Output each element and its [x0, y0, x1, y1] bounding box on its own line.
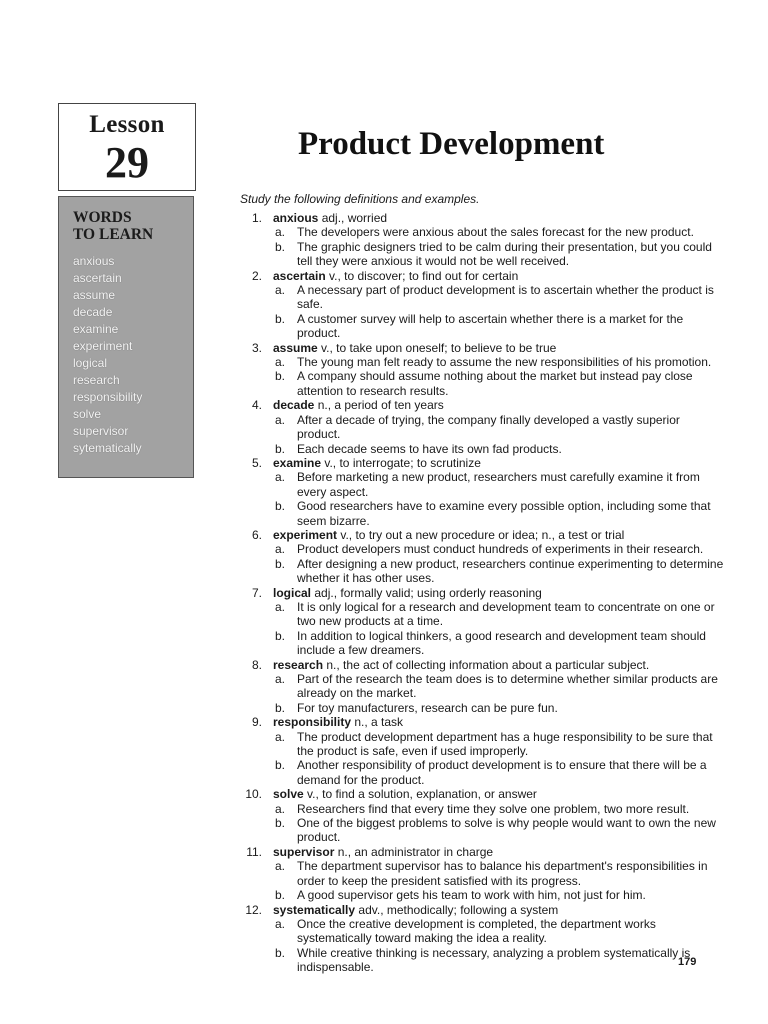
example-item [273, 672, 724, 701]
example-text: A customer survey will help to ascertain whether there is a market for the product. [297, 311, 684, 341]
example-text: The product development department has a huge responsibility to be sure that the product is safe, even if used improperly. [297, 729, 713, 759]
example-label: a. [275, 470, 286, 485]
example-label: b. [275, 700, 286, 715]
example-item [273, 802, 724, 816]
vocab-word: assume [73, 288, 116, 302]
vocab-word: anxious [73, 254, 115, 268]
example-label: b. [275, 441, 286, 456]
example-item [273, 917, 724, 946]
instructions: Study the following definitions and examples. [240, 192, 480, 206]
vocab-word: research [73, 373, 120, 387]
definition-text: v., to try out a new procedure or idea; n., a test or trial [337, 527, 625, 542]
definition-text: adv., methodically; following a system [355, 902, 559, 917]
word-list [73, 253, 193, 457]
definition-line [273, 398, 724, 412]
example-text: The developers were anxious about the sales forecast for the new product. [297, 225, 694, 240]
definition-text: v., to take upon oneself; to believe to be true [317, 340, 557, 355]
example-list [273, 413, 724, 456]
definition-term: solve [273, 787, 304, 802]
definition-line [273, 586, 724, 600]
lesson-box [58, 103, 196, 191]
example-text: While creative thinking is necessary, analyzing a problem systematically is indispensable. [297, 945, 691, 975]
definition-text: v., to find a solution, explanation, or answer [303, 787, 537, 802]
example-list [273, 917, 724, 975]
example-text: Each decade seems to have its own fad products. [297, 441, 562, 456]
example-label: b. [275, 888, 286, 903]
example-label: b. [275, 816, 286, 831]
example-text: Part of the research the team does is to determine whether similar products are already on the market. [297, 672, 718, 701]
example-label: a. [275, 801, 286, 816]
definition-item [240, 528, 724, 586]
definition-text: adj., formally valid; using orderly reasoning [311, 585, 542, 600]
example-item [273, 369, 724, 398]
definition-item [240, 845, 724, 903]
example-item [273, 542, 724, 556]
example-item [273, 470, 724, 499]
example-label: a. [275, 412, 286, 427]
definition-term: anxious [273, 211, 319, 225]
vocab-word: sytematically [73, 441, 142, 455]
example-list [273, 600, 724, 658]
example-text: Researchers find that every time they solve one problem, two more result. [297, 801, 690, 816]
example-list [273, 355, 724, 398]
page-title: Product Development [298, 126, 605, 162]
example-list [273, 470, 724, 528]
definition-number: 11. [246, 844, 262, 859]
definition-number: 2. [251, 268, 262, 283]
example-label: b. [275, 369, 286, 384]
example-label: a. [275, 599, 286, 614]
example-text: Another responsibility of product development is to ensure that there will be a demand for the product. [297, 758, 707, 787]
words-to-learn-panel [58, 196, 194, 478]
example-item [273, 888, 724, 902]
example-label: a. [275, 283, 286, 298]
example-item [273, 499, 724, 528]
definition-item [240, 211, 724, 269]
example-item [273, 816, 724, 845]
example-item [273, 758, 724, 787]
definition-term: systematically [273, 902, 356, 917]
example-text: A good supervisor gets his team to work with him, not just for him. [297, 888, 646, 903]
example-item [273, 225, 724, 239]
definition-line [273, 903, 724, 917]
example-label: b. [275, 758, 286, 773]
definition-text: adj., worried [318, 211, 388, 225]
definition-term: supervisor [273, 844, 335, 859]
example-text: The department supervisor has to balance his department's responsibilities in order to keep the president satisfied with its progress. [297, 859, 708, 888]
definition-term: assume [273, 340, 318, 355]
vocab-word: supervisor [73, 424, 129, 438]
lesson-number: 29 [105, 138, 149, 187]
example-label: a. [275, 225, 286, 240]
definition-number: 1. [251, 211, 262, 225]
definition-text: v., to interrogate; to scrutinize [321, 455, 481, 470]
definition-line [273, 787, 724, 801]
example-item [273, 355, 724, 369]
example-text: It is only logical for a research and development team to concentrate on one or two new products at a time. [297, 599, 715, 629]
definition-term: logical [273, 585, 312, 600]
example-list [273, 802, 724, 845]
example-list [273, 859, 724, 902]
example-label: a. [275, 355, 286, 370]
example-item [273, 600, 724, 629]
vocab-word: decade [73, 305, 113, 319]
example-text: Product developers must conduct hundreds of experiments in their research. [297, 542, 704, 557]
example-list [273, 542, 724, 585]
example-label: b. [275, 239, 286, 254]
example-text: For toy manufacturers, research can be pure fun. [297, 700, 558, 715]
example-list [273, 730, 724, 788]
example-item [273, 283, 724, 312]
example-item [273, 312, 724, 341]
example-item [273, 629, 724, 658]
example-text: A necessary part of product development is to ascertain whether the product is safe. [297, 283, 714, 312]
example-text: One of the biggest problems to solve is why people would want to own the new product. [297, 816, 716, 845]
definition-number: 12. [245, 902, 262, 917]
vocab-word: experiment [73, 339, 133, 353]
example-text: Good researchers have to examine every possible option, including some that seem bizarre. [297, 499, 711, 528]
definition-item [240, 787, 724, 845]
lesson-label: Lesson [89, 111, 165, 138]
example-item [273, 557, 724, 586]
definition-item [240, 341, 724, 399]
vocab-word: solve [73, 407, 102, 421]
definition-item [240, 586, 724, 658]
example-label: b. [275, 556, 286, 571]
definition-line [273, 341, 724, 355]
definitions-list [240, 211, 724, 975]
definition-number: 3. [251, 340, 262, 355]
example-text: Once the creative development is completed, the department works systematically toward making the idea a reality. [297, 916, 656, 946]
definition-term: experiment [273, 527, 338, 542]
definition-line [273, 269, 724, 283]
definition-line [273, 715, 724, 729]
definition-line [273, 845, 724, 859]
example-text: Before marketing a new product, researchers must carefully examine it from every aspect. [297, 470, 700, 499]
example-item [273, 442, 724, 456]
definition-term: responsibility [273, 715, 352, 730]
example-label: b. [275, 945, 286, 960]
example-text: A company should assume nothing about the market but instead pay close attention to research results. [297, 369, 693, 398]
vocab-word: ascertain [73, 271, 122, 285]
definition-number: 6. [251, 527, 262, 542]
words-to-learn-heading: WORDS TO LEARN [73, 209, 154, 243]
definition-text: v., to discover; to find out for certain [325, 268, 519, 283]
definition-line [273, 658, 724, 672]
definition-item [240, 903, 724, 975]
definition-number: 4. [251, 398, 262, 413]
definition-term: research [273, 657, 324, 672]
vocab-word: logical [73, 356, 108, 370]
vocab-word: responsibility [73, 390, 143, 404]
definition-text: n., a task [351, 715, 404, 730]
example-text: After a decade of trying, the company finally developed a vastly superior product. [297, 412, 680, 442]
definition-item [240, 269, 724, 341]
definition-number: 7. [251, 585, 262, 600]
definition-term: decade [273, 398, 315, 413]
example-text: The young man felt ready to assume the new responsibilities of his promotion. [297, 355, 712, 370]
definition-number: 5. [251, 455, 262, 470]
example-text: In addition to logical thinkers, a good research and development team should include a few dreamers. [297, 628, 706, 658]
definition-item [240, 456, 724, 528]
example-label: a. [275, 672, 286, 686]
example-label: a. [275, 542, 286, 557]
example-label: b. [275, 311, 286, 326]
definition-number: 10. [245, 787, 262, 802]
definition-item [240, 658, 724, 716]
example-list [273, 672, 724, 715]
example-item [273, 240, 724, 269]
definition-text: n., an administrator in charge [334, 844, 494, 859]
definition-line [273, 211, 724, 225]
example-label: b. [275, 499, 286, 514]
example-label: a. [275, 916, 286, 931]
definition-text: n., a period of ten years [314, 398, 444, 413]
example-list [273, 225, 724, 268]
example-label: a. [275, 859, 286, 874]
example-item [273, 859, 724, 888]
example-text: After designing a new product, researchers continue experimenting to determine whether it has other uses. [297, 556, 724, 586]
page-number: 179 [678, 956, 697, 968]
example-label: a. [275, 729, 286, 744]
definition-number: 9. [251, 715, 262, 730]
definition-line [273, 528, 724, 542]
vocab-word: examine [73, 322, 119, 336]
definition-item [240, 715, 724, 787]
example-item [273, 413, 724, 442]
definition-number: 8. [251, 657, 262, 672]
definition-term: ascertain [273, 268, 326, 283]
example-item [273, 701, 724, 715]
example-label: b. [275, 628, 286, 643]
example-text: The graphic designers tried to be calm during their presentation, but you could tell they were anxious it would not be well received. [297, 239, 712, 269]
definition-item [240, 398, 724, 456]
definition-term: examine [273, 455, 322, 470]
example-list [273, 283, 724, 341]
definition-line [273, 456, 724, 470]
definition-text: n., the act of collecting information about a particular subject. [323, 657, 650, 672]
example-item [273, 946, 724, 975]
example-item [273, 730, 724, 759]
